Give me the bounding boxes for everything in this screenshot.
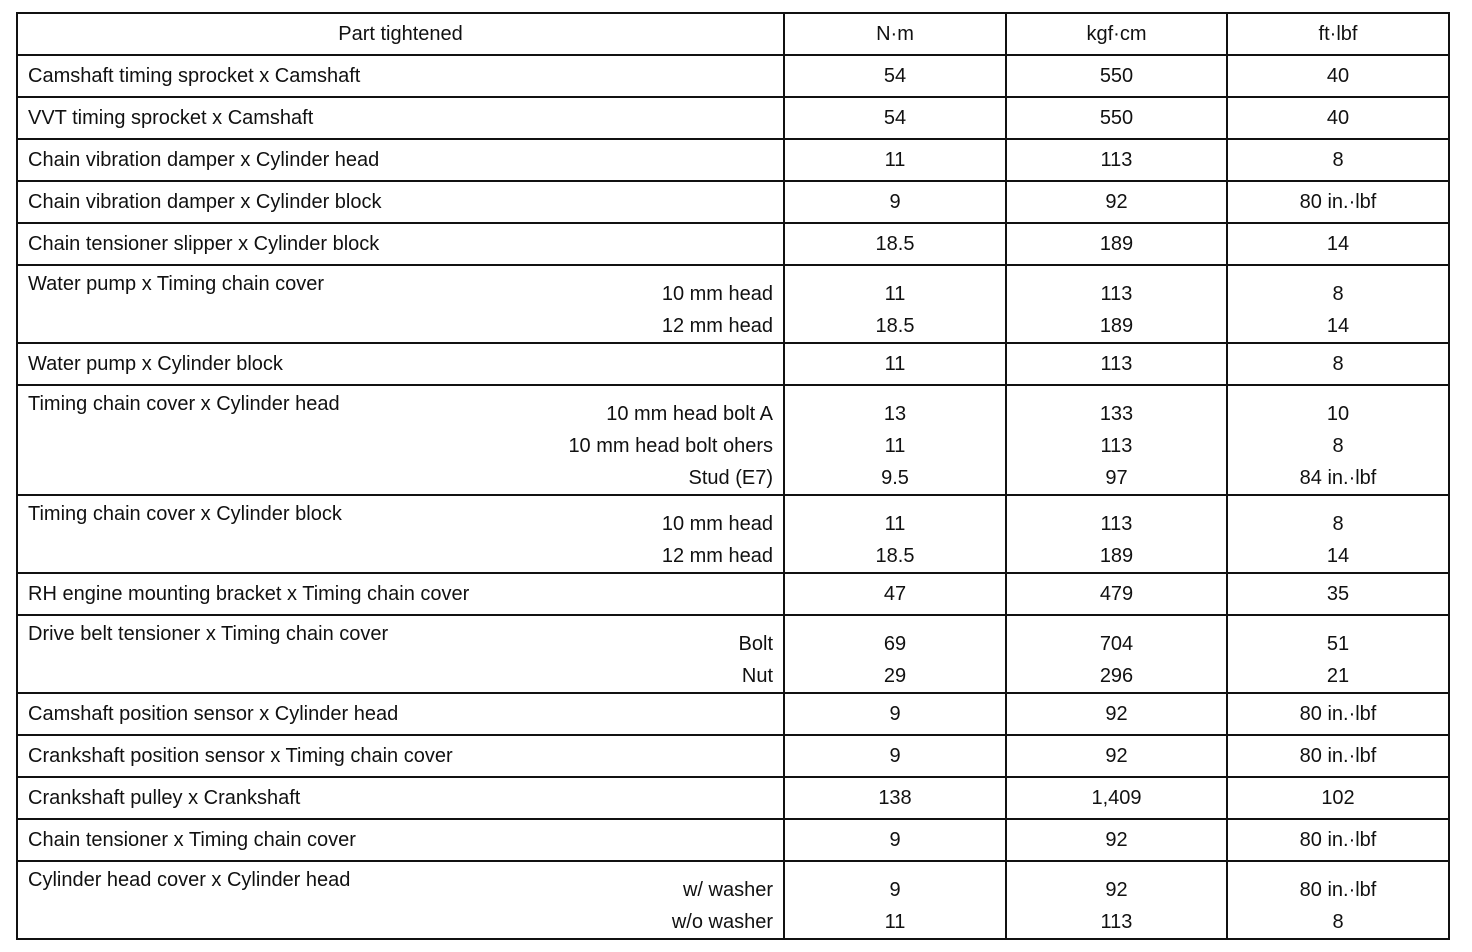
kgf-cm-cell [1006, 223, 1227, 265]
kgf-cm-value: 704 [1099, 633, 1134, 655]
nm-value: 47 [883, 583, 907, 605]
part-name: Water pump x Timing chain cover [28, 273, 325, 295]
kgf-cm-cell [1006, 55, 1227, 97]
kgf-cm-value: 189 [1099, 315, 1134, 337]
nm-value: 9 [889, 745, 901, 767]
ft-lbf-value: 80 in.·lbf [1299, 745, 1377, 767]
nm-value: 13 [883, 403, 907, 425]
nm-cell [784, 777, 1006, 819]
part-variants [662, 274, 773, 342]
table-row [17, 495, 1449, 573]
kgf-cm-cell [1006, 265, 1227, 343]
ft-lbf-value: 8 [1332, 435, 1344, 457]
kgf-cm-value: 113 [1100, 149, 1133, 171]
table-row [17, 343, 1449, 385]
ft-lbf-value: 84 in.·lbf [1299, 467, 1377, 489]
nm-cell [784, 265, 1006, 343]
part-variants [662, 504, 773, 572]
table-body [17, 55, 1449, 939]
ft-lbf-value: 14 [1326, 233, 1350, 255]
part-cell [17, 573, 784, 615]
ft-lbf-cell [1227, 55, 1449, 97]
part-cell [17, 181, 784, 223]
ft-lbf-value: 14 [1326, 315, 1350, 337]
part-name: Timing chain cover x Cylinder block [28, 503, 342, 525]
part-cell [17, 139, 784, 181]
part-variant: w/ washer [682, 879, 773, 901]
table-row [17, 819, 1449, 861]
ft-lbf-cell [1227, 181, 1449, 223]
ft-lbf-cell [1227, 573, 1449, 615]
table-row [17, 693, 1449, 735]
nm-cell [784, 573, 1006, 615]
table-row [17, 777, 1449, 819]
nm-cell [784, 139, 1006, 181]
ft-lbf-cell [1227, 615, 1449, 693]
part-name: VVT timing sprocket x Camshaft [28, 107, 314, 129]
kgf-cm-value: 113 [1100, 435, 1133, 457]
ft-lbf-cell [1227, 693, 1449, 735]
kgf-cm-value: 189 [1099, 545, 1134, 567]
ft-lbf-cell [1227, 495, 1449, 573]
part-variant: 12 mm head [661, 315, 773, 337]
part-cell [17, 735, 784, 777]
part-name: Camshaft position sensor x Cylinder head [28, 703, 399, 725]
nm-value: 9 [889, 829, 901, 851]
torque-table [16, 12, 1450, 940]
ft-lbf-value: 80 in.·lbf [1299, 829, 1377, 851]
nm-value: 29 [883, 665, 907, 687]
ft-lbf-cell [1227, 223, 1449, 265]
part-name: Drive belt tensioner x Timing chain cover [28, 623, 389, 645]
kgf-cm-value: 113 [1100, 911, 1133, 933]
kgf-cm-cell [1006, 693, 1227, 735]
part-name: Cylinder head cover x Cylinder head [28, 869, 351, 891]
ft-lbf-value: 35 [1326, 583, 1350, 605]
kgf-cm-cell [1006, 97, 1227, 139]
ft-lbf-cell [1227, 139, 1449, 181]
part-variants [739, 624, 773, 692]
part-name: Crankshaft position sensor x Timing chain cover [28, 745, 453, 767]
part-variant: 10 mm head [661, 283, 773, 305]
part-name: Camshaft timing sprocket x Camshaft [28, 65, 361, 87]
part-variants [568, 394, 773, 494]
table-header-row [17, 13, 1449, 55]
header-ft-lbf: ft·lbf [1227, 13, 1449, 55]
ft-lbf-cell [1227, 819, 1449, 861]
kgf-cm-cell [1006, 495, 1227, 573]
ft-lbf-value: 102 [1321, 787, 1355, 809]
nm-value: 138 [878, 787, 912, 809]
part-cell [17, 265, 784, 343]
part-variant: Nut [741, 665, 773, 687]
table-row [17, 97, 1449, 139]
nm-cell [784, 181, 1006, 223]
kgf-cm-value: 97 [1105, 467, 1128, 489]
part-cell [17, 861, 784, 939]
part-cell [17, 819, 784, 861]
part-variant: 12 mm head [661, 545, 773, 567]
kgf-cm-value: 550 [1099, 65, 1134, 87]
ft-lbf-cell [1227, 861, 1449, 939]
part-variant: w/o washer [671, 911, 773, 933]
kgf-cm-value: 113 [1100, 353, 1133, 375]
ft-lbf-cell [1227, 265, 1449, 343]
table-row [17, 55, 1449, 97]
part-name: Crankshaft pulley x Crankshaft [28, 787, 301, 809]
part-variant: 10 mm head [661, 513, 773, 535]
nm-cell [784, 495, 1006, 573]
ft-lbf-value: 80 in.·lbf [1299, 879, 1377, 901]
header-nm: N·m [784, 13, 1006, 55]
kgf-cm-value: 296 [1099, 665, 1134, 687]
ft-lbf-value: 51 [1326, 633, 1350, 655]
table-row [17, 265, 1449, 343]
ft-lbf-value: 10 [1326, 403, 1350, 425]
nm-value: 54 [883, 65, 907, 87]
part-cell [17, 385, 784, 495]
part-cell [17, 777, 784, 819]
kgf-cm-value: 113 [1100, 513, 1133, 535]
nm-value: 18.5 [875, 315, 915, 337]
part-cell [17, 615, 784, 693]
part-cell [17, 223, 784, 265]
nm-cell [784, 223, 1006, 265]
part-cell [17, 97, 784, 139]
kgf-cm-cell [1006, 181, 1227, 223]
kgf-cm-value: 550 [1099, 107, 1134, 129]
part-variant: 10 mm head bolt A [606, 403, 773, 425]
part-name: Chain vibration damper x Cylinder block [28, 191, 382, 213]
kgf-cm-value: 133 [1099, 403, 1134, 425]
ft-lbf-value: 40 [1326, 107, 1350, 129]
nm-value: 9 [889, 703, 901, 725]
nm-value: 9 [889, 191, 901, 213]
ft-lbf-value: 14 [1326, 545, 1350, 567]
part-cell [17, 693, 784, 735]
nm-value: 11 [884, 149, 906, 171]
nm-cell [784, 819, 1006, 861]
part-cell [17, 55, 784, 97]
kgf-cm-value: 92 [1105, 745, 1128, 767]
ft-lbf-cell [1227, 97, 1449, 139]
part-name: Chain tensioner slipper x Cylinder block [28, 233, 380, 255]
nm-cell [784, 55, 1006, 97]
ft-lbf-value: 21 [1326, 665, 1350, 687]
part-name: Water pump x Cylinder block [28, 353, 283, 375]
part-name: RH engine mounting bracket x Timing chain cover [28, 583, 470, 605]
ft-lbf-value: 8 [1332, 283, 1344, 305]
part-variants [672, 870, 773, 938]
kgf-cm-cell [1006, 819, 1227, 861]
ft-lbf-value: 80 in.·lbf [1299, 191, 1377, 213]
kgf-cm-cell [1006, 139, 1227, 181]
kgf-cm-value: 1,409 [1091, 787, 1142, 809]
nm-cell [784, 343, 1006, 385]
nm-value: 69 [883, 633, 907, 655]
table-row [17, 385, 1449, 495]
kgf-cm-cell [1006, 777, 1227, 819]
kgf-cm-value: 92 [1105, 829, 1128, 851]
nm-cell [784, 615, 1006, 693]
table-row [17, 139, 1449, 181]
nm-value: 11 [884, 353, 906, 375]
ft-lbf-value: 8 [1332, 513, 1344, 535]
header-kgf-cm: kgf·cm [1006, 13, 1227, 55]
part-cell [17, 495, 784, 573]
nm-value: 11 [884, 911, 906, 933]
torque-spec-sheet [16, 12, 1448, 940]
part-name: Chain tensioner x Timing chain cover [28, 829, 356, 851]
table-row [17, 573, 1449, 615]
nm-value: 9.5 [881, 467, 909, 489]
table-row [17, 735, 1449, 777]
nm-cell [784, 735, 1006, 777]
kgf-cm-cell [1006, 615, 1227, 693]
ft-lbf-cell [1227, 735, 1449, 777]
kgf-cm-value: 92 [1105, 191, 1128, 213]
table-row [17, 181, 1449, 223]
kgf-cm-cell [1006, 861, 1227, 939]
nm-value: 18.5 [875, 545, 915, 567]
nm-value: 11 [884, 283, 906, 305]
ft-lbf-value: 8 [1332, 353, 1344, 375]
nm-value: 9 [889, 879, 901, 901]
header-part-tightened: Part tightened [17, 13, 784, 55]
ft-lbf-value: 40 [1326, 65, 1350, 87]
nm-cell [784, 385, 1006, 495]
table-row [17, 861, 1449, 939]
nm-cell [784, 97, 1006, 139]
kgf-cm-cell [1006, 385, 1227, 495]
table-row [17, 223, 1449, 265]
part-variant: 10 mm head bolt ohers [568, 435, 773, 457]
kgf-cm-value: 92 [1105, 879, 1128, 901]
nm-value: 11 [884, 513, 906, 535]
ft-lbf-cell [1227, 343, 1449, 385]
nm-cell [784, 693, 1006, 735]
kgf-cm-cell [1006, 735, 1227, 777]
nm-value: 18.5 [875, 233, 915, 255]
part-name: Chain vibration damper x Cylinder head [28, 149, 380, 171]
part-name: Timing chain cover x Cylinder head [28, 393, 340, 415]
ft-lbf-cell [1227, 385, 1449, 495]
part-variant: Bolt [738, 633, 773, 655]
ft-lbf-value: 8 [1332, 149, 1344, 171]
ft-lbf-value: 8 [1332, 911, 1344, 933]
part-variant: Stud (E7) [688, 467, 773, 489]
kgf-cm-cell [1006, 343, 1227, 385]
ft-lbf-value: 80 in.·lbf [1299, 703, 1377, 725]
kgf-cm-value: 479 [1099, 583, 1134, 605]
kgf-cm-value: 189 [1099, 233, 1134, 255]
kgf-cm-cell [1006, 573, 1227, 615]
ft-lbf-cell [1227, 777, 1449, 819]
nm-value: 54 [883, 107, 907, 129]
kgf-cm-value: 92 [1105, 703, 1128, 725]
nm-value: 11 [884, 435, 906, 457]
table-row [17, 615, 1449, 693]
part-cell [17, 343, 784, 385]
nm-cell [784, 861, 1006, 939]
kgf-cm-value: 113 [1100, 283, 1133, 305]
